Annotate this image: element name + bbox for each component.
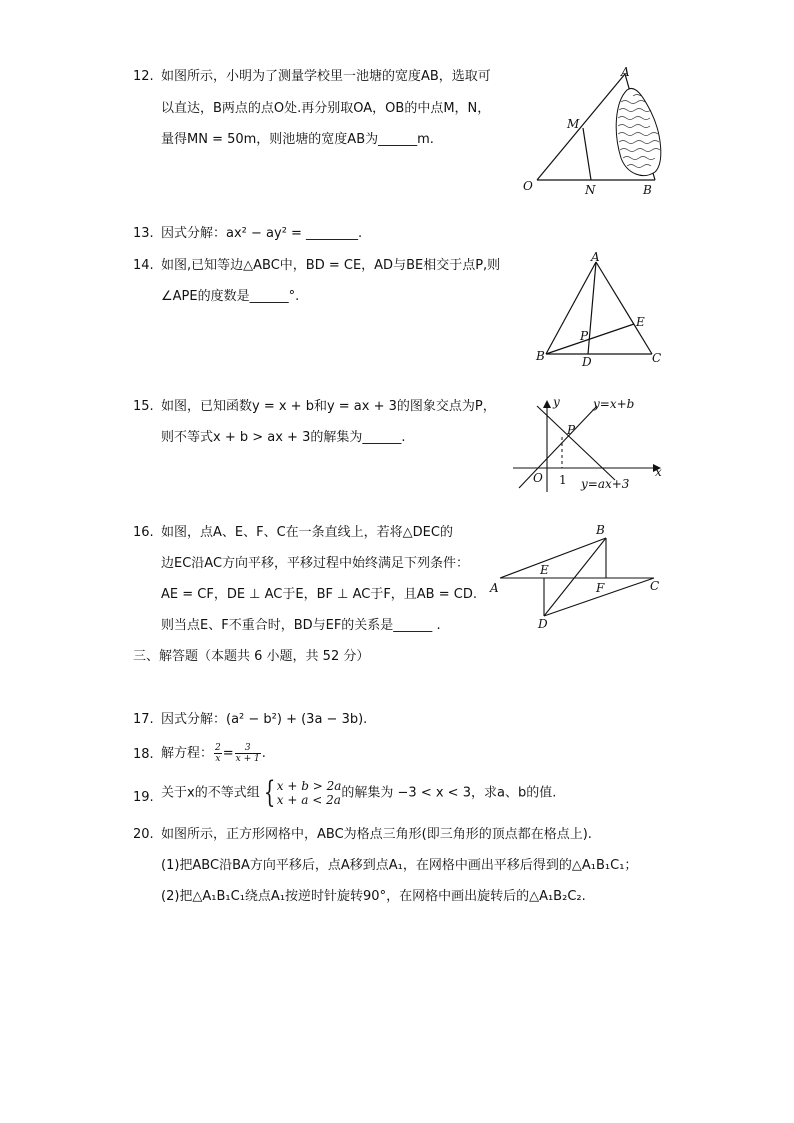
q19-system [277, 779, 342, 807]
q14-line-1: 如图,已知等边△ABC中，BD = CE，AD与BE相交于点P,则 [161, 258, 501, 273]
q12-label-b: B [643, 183, 652, 197]
q16-label-c: C [650, 579, 660, 593]
q19-row-1: x + b > 2a [276, 779, 342, 793]
q12-number: 12. [133, 69, 154, 84]
q19-row-2: x + a < 2a [276, 793, 341, 807]
q20-line-1: 如图所示，正方形网格中，ABC为格点三角形(即三角形的顶点都在格点上). [161, 827, 592, 842]
q18-rhs-fraction [235, 743, 261, 764]
q18-lhs-numerator: 2 [215, 743, 221, 753]
q12-label-m: M [567, 117, 580, 131]
q15-line-1: 如图，已知函数y = x + b和y = ax + 3的图象交点为P， [161, 399, 496, 414]
q16-label-f: F [596, 581, 605, 595]
q14-line-2: ∠APE的度数是______°. [161, 289, 300, 304]
q18-equals: = [222, 746, 234, 761]
q18-line-1 [161, 742, 266, 766]
q20-line-3: (2)把△A₁B₁C₁绕点A₁按逆时针旋转90°，在网格中画出旋转后的△A₁B₂C₂. [161, 889, 586, 904]
q16-number: 16. [133, 525, 154, 540]
q15-label-y: y [553, 395, 560, 409]
section-3-title: 三、解答题（本题共 6 小题，共 52 分） [133, 649, 370, 664]
q20-number: 20. [133, 827, 154, 842]
q12-figure [515, 62, 675, 202]
q15-label-line2: y=ax+3 [581, 477, 630, 491]
q12-line-2: 以直达，B两点的点O处.再分别取OA，OB的中点M，N， [161, 101, 491, 116]
q15-label-o: O [533, 471, 543, 485]
q20-line-2: (1)把ABC沿BA方向平移后，点A移到点A₁，在网格中画出平移后得到的△A₁B₁C₁； [161, 858, 638, 873]
q19-line-1 [161, 775, 557, 810]
q16-label-e: E [540, 563, 549, 577]
q18-suffix: . [261, 746, 266, 761]
q14-label-c: C [652, 351, 662, 365]
q18-lhs-denominator: x [215, 754, 221, 764]
q12-label-a: A [621, 65, 630, 79]
q19-brace-icon: { [263, 775, 275, 810]
q15-label-one: 1 [559, 473, 567, 487]
q14-label-p: P [580, 329, 589, 343]
q18-rhs-denominator: x + 1 [235, 754, 260, 764]
q12-line-3: 量得MN = 50m，则池塘的宽度AB为______m. [161, 132, 434, 147]
q14-label-d: D [582, 355, 592, 369]
q14-label-e: E [636, 315, 645, 329]
q15-label-p: P [567, 423, 576, 437]
q16-label-d: D [538, 617, 548, 631]
q18-number: 18. [133, 747, 154, 762]
q16-label-b: B [596, 523, 605, 537]
q12-label-n: N [585, 183, 596, 197]
q14-number: 14. [133, 258, 154, 273]
q13-number: 13. [133, 226, 154, 241]
q12-label-o: O [523, 179, 533, 193]
q16-line-2: 边EC沿AC方向平移，平移过程中始终满足下列条件： [161, 556, 470, 571]
q15-figure [505, 392, 670, 502]
q17-line-1: 因式分解：(a² − b²) + (3a − 3b). [161, 712, 368, 727]
q17-number: 17. [133, 712, 154, 727]
q16-figure [488, 520, 668, 635]
q16-line-4: 则当点E、F不重合时，BD与EF的关系是______ . [161, 618, 441, 633]
q14-figure [530, 250, 670, 370]
q16-label-a: A [490, 581, 499, 595]
q19-number: 19. [133, 790, 154, 805]
q13-line-1: 因式分解：ax² − ay² = ________. [161, 226, 363, 241]
q12-line-1: 如图所示，小明为了测量学校里一池塘的宽度AB，选取可 [161, 69, 491, 84]
q18-rhs-numerator: 3 [235, 743, 261, 754]
q14-label-b: B [536, 349, 545, 363]
q16-line-3: AE = CF，DE ⊥ AC于E，BF ⊥ AC于F，且AB = CD. [161, 587, 477, 602]
q18-prefix: 解方程： [161, 746, 214, 761]
q19-prefix: 关于x的不等式组 [161, 785, 260, 801]
q16-line-1: 如图，点A、E、F、C在一条直线上，若将△DEC的 [161, 525, 453, 540]
q15-line-2: 则不等式x + b > ax + 3的解集为______. [161, 430, 406, 445]
q18-lhs-fraction [214, 743, 222, 764]
q15-label-x: x [655, 465, 662, 479]
q15-label-line1: y=x+b [593, 397, 635, 411]
q19-suffix: 的解集为 −3 < x < 3，求a、b的值. [341, 785, 557, 801]
q14-label-a: A [591, 250, 600, 264]
q15-number: 15. [133, 399, 154, 414]
